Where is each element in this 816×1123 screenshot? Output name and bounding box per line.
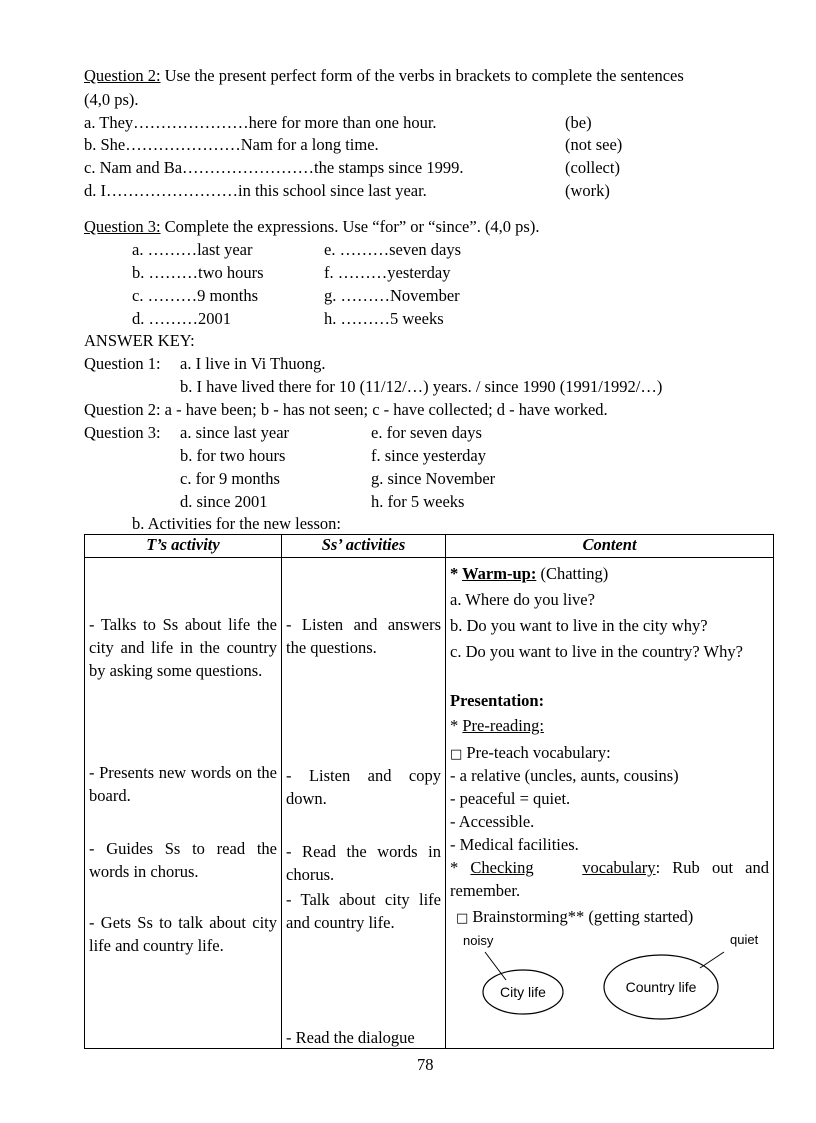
q3-right-h: h. ………5 weeks bbox=[324, 309, 444, 328]
ak-q3-left-a: a. since last year bbox=[180, 423, 290, 442]
ak-q3-left-c: c. for 9 months bbox=[180, 469, 280, 488]
q2-item-b: b. She…………………Nam for a long time. bbox=[84, 135, 379, 154]
warmup-question-c: c. Do you want to live in the country? Why? bbox=[450, 642, 743, 661]
q3-right-e: e. ………seven days bbox=[324, 240, 462, 259]
q2-item-d: d. I……………………in this school since last year. bbox=[84, 181, 427, 200]
students-step-3: - Read the words in chorus. bbox=[286, 842, 441, 884]
q2-label: Question 2: bbox=[84, 66, 161, 85]
q3-left-c: c. ………9 months bbox=[132, 286, 259, 305]
warmup-question-a: a. Where do you live? bbox=[450, 590, 595, 609]
students-column bbox=[282, 558, 446, 1049]
teacher-step-2: - Presents new words on the board. bbox=[89, 763, 277, 805]
q3-label: Question 3: bbox=[84, 217, 161, 236]
vocab-item: - a relative (uncles, aunts, cousins) bbox=[450, 766, 679, 785]
ak-q1-label: Question 1: bbox=[84, 354, 161, 373]
page-number: 78 bbox=[417, 1055, 434, 1074]
q2-instruction: Use the present perfect form of the verbs in brackets to complete the sentences bbox=[160, 66, 684, 85]
students-step-2: - Listen and copy down. bbox=[286, 766, 441, 808]
ak-q1-b: b. I have lived there for 10 (11/12/…) years. / since 1990 (1991/1992/…) bbox=[180, 377, 663, 396]
vocab-item: - Accessible. bbox=[450, 812, 535, 831]
teacher-column bbox=[85, 558, 282, 1049]
ak-q2-line: Question 2: a - have been; b - has not seen; c - have collected; d - have worked. bbox=[84, 400, 608, 419]
header-students: Ss’ activities bbox=[282, 535, 446, 558]
teacher-step-4: - Gets Ss to talk about city life and country life. bbox=[89, 913, 277, 955]
q2-verb-c: (collect) bbox=[565, 158, 620, 177]
prereading-line: * Pre-reading: bbox=[450, 716, 544, 735]
q3-heading bbox=[84, 217, 539, 237]
students-step-5: - Read the dialogue bbox=[286, 1028, 415, 1047]
table-header-row bbox=[85, 535, 774, 558]
q2-heading bbox=[84, 66, 684, 86]
ak-q3-right-h: h. for 5 weeks bbox=[371, 492, 465, 511]
label-quiet: quiet bbox=[730, 932, 759, 947]
ak-q1-a: a. I live in Vi Thuong. bbox=[180, 354, 326, 373]
header-teacher: T’s activity bbox=[85, 535, 282, 558]
warmup-line: * Warm-up: (Chatting) bbox=[450, 564, 609, 583]
preteach-line: □ Pre-teach vocabulary: bbox=[450, 743, 611, 762]
presentation-heading: Presentation: bbox=[450, 691, 545, 710]
teacher-step-1: - Talks to Ss about life the city and life in the country by asking some questions. bbox=[89, 615, 277, 680]
students-step-4: - Talk about city life and country life. bbox=[286, 890, 441, 932]
label-noisy: noisy bbox=[463, 933, 494, 948]
q3-instruction: Complete the expressions. Use “for” or “since”. (4,0 ps). bbox=[160, 217, 540, 236]
vocab-item: - Medical facilities. bbox=[450, 835, 579, 854]
students-step-1: - Listen and answers the questions. bbox=[286, 615, 441, 657]
header-content: Content bbox=[446, 535, 774, 558]
brainstorm-diagram bbox=[450, 928, 770, 1048]
q2-verb-a: (be) bbox=[565, 113, 592, 132]
q2-verb-b: (not see) bbox=[565, 135, 623, 154]
checkbox-icon: □ bbox=[456, 911, 469, 926]
q2-verb-d: (work) bbox=[565, 181, 610, 200]
ak-q3-right-e: e. for seven days bbox=[371, 423, 482, 442]
ak-q3-label: Question 3: bbox=[84, 423, 161, 442]
brainstorm-line: □ Brainstorming** (getting started) bbox=[456, 907, 694, 926]
q3-left-d: d. ………2001 bbox=[132, 309, 231, 328]
label-city-life: City life bbox=[500, 984, 546, 1000]
q3-left-b: b. ………two hours bbox=[132, 263, 264, 282]
activities-table bbox=[84, 534, 774, 1049]
table-body-row bbox=[85, 558, 774, 1049]
warmup-label: Warm-up: bbox=[462, 564, 537, 583]
q3-left-a: a. ………last year bbox=[132, 240, 253, 259]
q2-item-c: c. Nam and Ba……………………the stamps since 1999. bbox=[84, 158, 464, 177]
q3-right-g: g. ………November bbox=[324, 286, 460, 305]
warmup-question-b: b. Do you want to live in the city why? bbox=[450, 616, 708, 635]
content-column bbox=[446, 558, 774, 1049]
ak-q3-right-f: f. since yesterday bbox=[371, 446, 486, 465]
ak-q3-right-g: g. since November bbox=[371, 469, 496, 488]
checking-line: * Checking vocabulary: Rub out and remember. bbox=[450, 858, 770, 900]
activities-title: b. Activities for the new lesson: bbox=[132, 514, 341, 533]
prereading-label: Pre-reading: bbox=[462, 716, 544, 735]
q2-points: (4,0 ps). bbox=[84, 90, 139, 109]
checkbox-icon: □ bbox=[450, 747, 463, 762]
vocab-item: - peaceful = quiet. bbox=[450, 789, 571, 808]
q2-item-a: a. They…………………here for more than one hour. bbox=[84, 113, 437, 132]
ak-q3-left-b: b. for two hours bbox=[180, 446, 286, 465]
q3-right-f: f. ………yesterday bbox=[324, 263, 451, 282]
teacher-step-3: - Guides Ss to read the words in chorus. bbox=[89, 839, 277, 881]
answer-key-title: ANSWER KEY: bbox=[84, 331, 195, 350]
label-country-life: Country life bbox=[625, 979, 697, 995]
ak-q3-left-d: d. since 2001 bbox=[180, 492, 268, 511]
